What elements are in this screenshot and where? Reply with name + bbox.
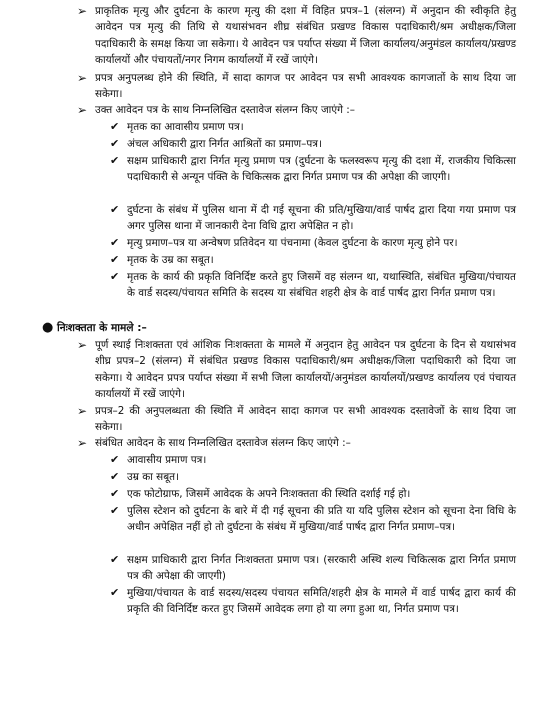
list-item: मुखिया/पंचायत के वार्ड सदस्य/सदस्य पंचायत समिति/शहरी क्षेत्र के मामले में वार्ड पार्षद द्वारा कार्य की प्रकृति की विनिर्दिष्ट करत हुए जिसमें आवेदक लगा हो या लगा हुआ था, निर्गत प्रमाण पत्र।	[127, 587, 516, 616]
list-item: उम्र का सबूत।	[127, 471, 180, 483]
arrow-bullet-icon: ➢	[77, 436, 88, 450]
check-mark-icon: ✔	[110, 137, 120, 150]
list-item: मृतक का आवासीय प्रमाण पत्र।	[127, 121, 244, 133]
list-item: सक्षम प्राधिकारी द्वारा निर्गत मृत्यु प्रमाण पत्र (दुर्घटना के फलस्वरूप मृत्यु की दशा में, राजकीय चिकित्सा पदाधिकारी से अन्यून पंक्ति के चिकित्सक द्वारा निर्गत प्रमाण पत्र की अपेक्षा की जाएगी।	[127, 155, 516, 184]
paragraph-application: प्राकृतिक मृत्यु और दुर्घटना के कारण मृत्यु की दशा में विहित प्रपत्र–1 (संलग्न) में अनुदान की स्वीकृति हेतु आवेदन पत्र मृत्यु की तिथि से यथासंभवन शीघ्र संबंधित प्रखण्ड विकास पदाधिकारी/श्रम अधीक्षक/जिला पदाधिकारी के समक्ष किया जा सकेगा। ये आवेदन पत्र पर्याप्त संख्या में जिला कार्यालय/अनुमंडल कार्यालय/प्रखण्ड कार्यालयों और पंचायतों/नगर निगम कार्यालयों में रखें जाएंगे।	[95, 5, 516, 66]
list-item: मृतक के कार्य की प्रकृति विनिर्दिष्ट करते हुए जिसमें वह संलग्न था, यथास्थिति, संबंधित मुखिया/पंचायत के वार्ड सदस्य/पंचायत समिति के सदस्य या संबंधित शहरी क्षेत्र के वार्ड पार्षद द्वारा निर्गत प्रमाण पत्र।	[127, 271, 516, 300]
arrow-bullet-icon: ➢	[77, 338, 88, 352]
list-item: अंचल अधिकारी द्वारा निर्गत आश्रितों का प्रमाण–पत्र।	[127, 138, 322, 150]
list-item: आवासीय प्रमाण पत्र।	[127, 454, 207, 466]
list-item: मृतक के उम्र का सबूत।	[127, 254, 214, 266]
paragraph-documents-intro: उक्त आवेदन पत्र के साथ निम्नलिखित दस्तावेज संलग्न किए जाएंगे :–	[95, 104, 355, 116]
section-heading: निःशक्तता के मामले :–	[57, 322, 147, 334]
paragraph-plain-paper: प्रपत्र अनुपलब्ध होने की स्थिति, में सादा कागज पर आवेदन पत्र सभी आवश्यक कागजातों के साथ दिया जा सकेगा।	[95, 72, 516, 101]
check-mark-icon: ✔	[110, 270, 120, 283]
round-bullet-icon: ●	[42, 320, 54, 335]
arrow-bullet-icon: ➢	[77, 71, 88, 85]
check-mark-icon: ✔	[110, 236, 120, 249]
arrow-bullet-icon: ➢	[77, 404, 88, 418]
check-mark-icon: ✔	[110, 470, 120, 483]
list-item: सक्षम प्राधिकारी द्वारा निर्गत निःशक्तता प्रमाण पत्र। (सरकारी अस्थि शल्य चिकित्सक द्वारा निर्गत प्रमाण पत्र की अपेक्षा की जाएगी)	[127, 554, 516, 583]
list-item: मृत्यु प्रमाण–पत्र या अन्वेषण प्रतिवेदन या पंचनामा (केवल दुर्घटना के कारण मृत्यु होने पर।	[127, 237, 458, 249]
paragraph-documents-intro: संबंधित आवेदन के साथ निम्नलिखित दस्तावेज संलग्न किए जाएंगे :–	[95, 437, 351, 449]
list-item: एक फोटोग्राफ, जिसमें आवेदक के अपने निःशक्तता की स्थिति दर्शाई गई हो।	[127, 488, 411, 500]
arrow-bullet-icon: ➢	[77, 103, 88, 117]
check-mark-icon: ✔	[110, 487, 120, 500]
check-mark-icon: ✔	[110, 120, 120, 133]
check-mark-icon: ✔	[110, 253, 120, 266]
check-mark-icon: ✔	[110, 504, 120, 517]
list-item: दुर्घटना के संबंध में पुलिस थाना में दी गई सूचना की प्रति/मुखिया/वार्ड पार्षद द्वारा दिया गया प्रमाण पत्र अगर पुलिस थाना में जानकारी देना विधि द्वारा अपेक्षित न हो।	[127, 204, 516, 233]
check-mark-icon: ✔	[110, 203, 120, 216]
check-mark-icon: ✔	[110, 586, 120, 599]
list-item: पुलिस स्टेशन को दुर्घटना के बारे में दी गई सूचना की प्रति या यदि पुलिस स्टेशन को सूचना देना विधि के अधीन अपेक्षित नहीं हो तो दुर्घटना के संबंध में मुखिया/वार्ड पार्षद द्वारा निर्गत प्रमाण–पत्र।	[127, 505, 516, 534]
check-mark-icon: ✔	[110, 453, 120, 466]
paragraph-disability-application: पूर्ण स्थाई निःशक्तता एवं आंशिक निःशक्तता के मामले में अनुदान हेतु आवेदन पत्र दुर्घटना के दिन से यथासंभव शीघ्र प्रपत्र–2 (संलग्न) में संबंधित प्रखण्ड विकास पदाधिकारी/श्रम अधीक्षक/जिला पदाधिकारी को दिया जा सकेगा। ये आवेदन प्रपत्र पर्याप्त संख्या में सभी जिला कार्यालयों/अनुमंडल कार्यालयों/प्रखण्ड कार्यालय एवं पंचायत कार्यालयों में रखें जाएंगे।	[95, 339, 516, 400]
check-mark-icon: ✔	[110, 154, 120, 167]
arrow-bullet-icon: ➢	[77, 4, 88, 18]
check-mark-icon: ✔	[110, 553, 120, 566]
paragraph-plain-paper: प्रपत्र–2 की अनुपलब्धता की स्थिति में आवेदन सादा कागज पर सभी आवश्यक दस्तावेजों के साथ दिया जा सकेगा।	[95, 405, 516, 434]
